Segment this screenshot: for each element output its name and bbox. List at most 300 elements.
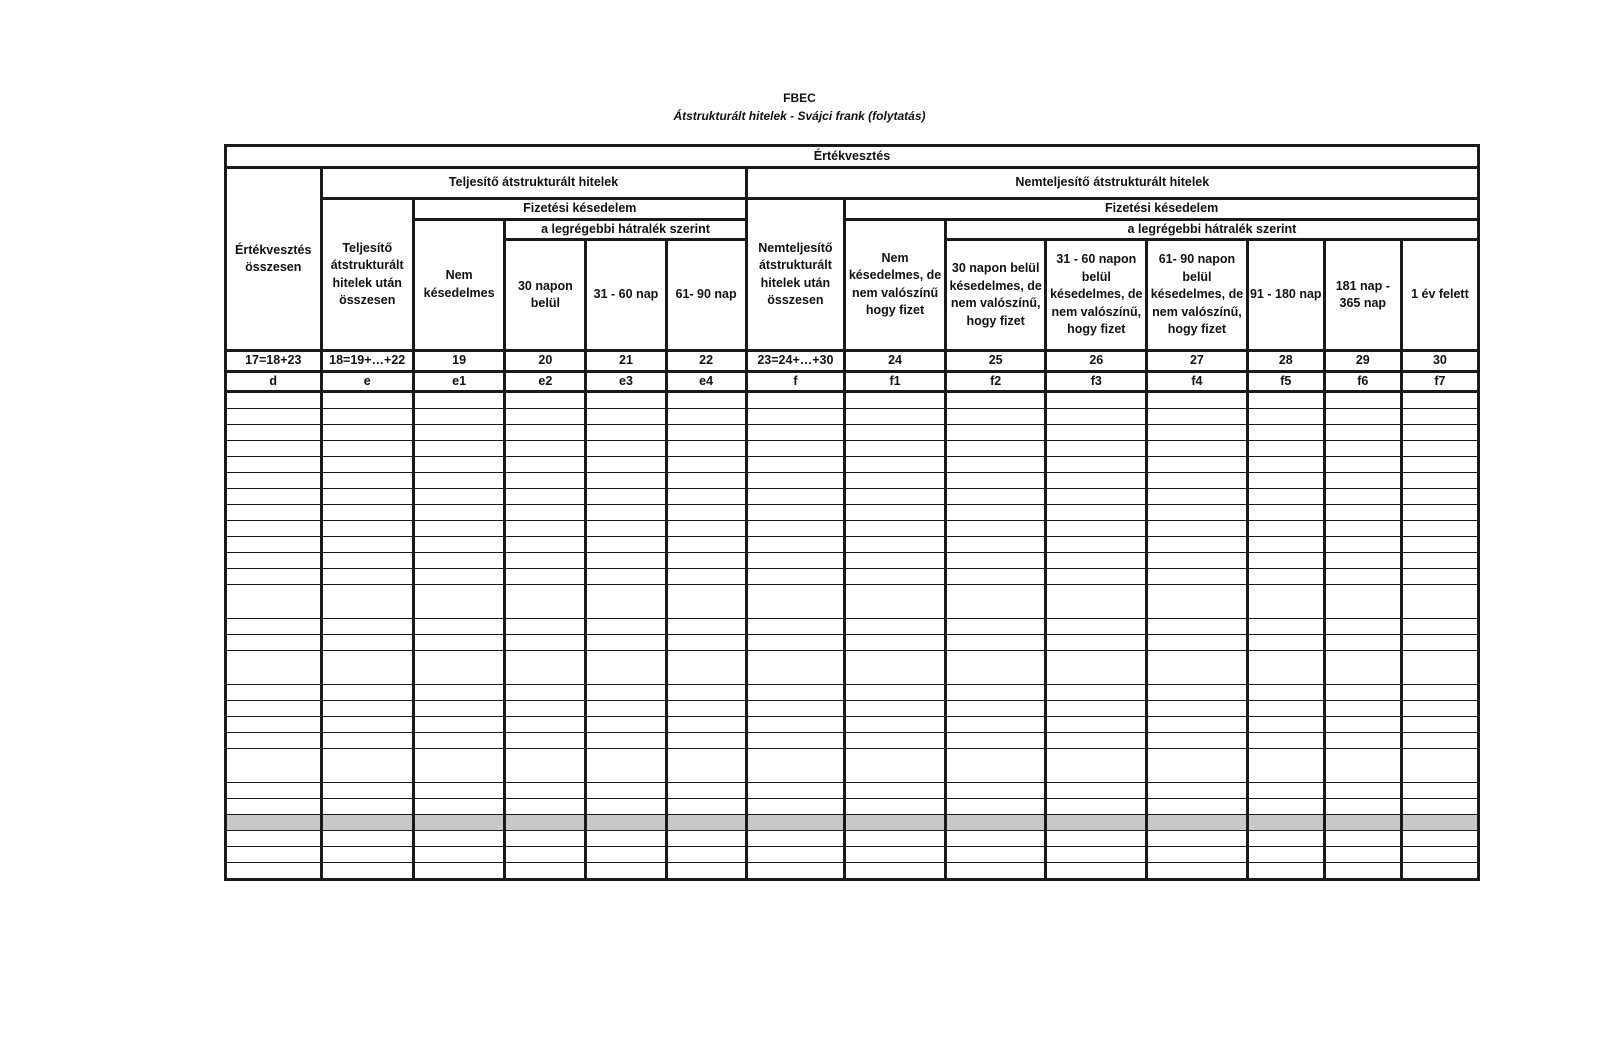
table-cell: [1324, 553, 1401, 569]
table-cell: [845, 553, 946, 569]
header-total-impairment: Értékvesztés összesen: [226, 168, 322, 351]
table-cell: [945, 733, 1046, 749]
column-number: 21: [586, 351, 666, 372]
table-cell: [413, 799, 504, 815]
table-cell: [845, 473, 946, 489]
table-cell: [746, 799, 845, 815]
table-cell: [226, 489, 322, 505]
table-cell: [1046, 685, 1147, 701]
table-cell: [1401, 863, 1478, 880]
table-cell: [666, 569, 746, 585]
table-cell: [321, 392, 413, 409]
table-cell: [1401, 585, 1478, 619]
table-cell: [586, 521, 666, 537]
table-cell: [505, 685, 586, 701]
table-cell: [746, 619, 845, 635]
table-cell: [1247, 733, 1324, 749]
table-cell: [945, 585, 1046, 619]
table-cell: [746, 701, 845, 717]
table-cell: [845, 441, 946, 457]
table-cell: [413, 409, 504, 425]
column-code: f4: [1147, 371, 1248, 392]
table-cell: [586, 815, 666, 831]
table-cell: [226, 717, 322, 733]
table-cell: [945, 717, 1046, 733]
table-cell: [1401, 783, 1478, 799]
table-cell: [321, 457, 413, 473]
table-cell: [1401, 717, 1478, 733]
table-cell: [1046, 473, 1147, 489]
table-cell: [746, 537, 845, 553]
table-cell: [845, 619, 946, 635]
table-cell: [1147, 863, 1248, 880]
table-cell: [1401, 505, 1478, 521]
table-cell: [1247, 783, 1324, 799]
table-cell: [1401, 635, 1478, 651]
column-number: 23=24+…+30: [746, 351, 845, 372]
table-cell: [321, 489, 413, 505]
table-cell: [1401, 701, 1478, 717]
table-cell: [1046, 863, 1147, 880]
header-p-61-90: 61- 90 nap: [666, 240, 746, 351]
table-cell: [1401, 847, 1478, 863]
table-cell: [1147, 521, 1248, 537]
table-cell: [1324, 441, 1401, 457]
table-cell: [505, 635, 586, 651]
table-cell: [505, 847, 586, 863]
header-n-31-60: 31 - 60 napon belül késedelmes, de nem valószínű, hogy fizet: [1046, 240, 1147, 351]
table-cell: [1147, 505, 1248, 521]
table-cell: [945, 521, 1046, 537]
column-number: 17=18+23: [226, 351, 322, 372]
table-cell: [1247, 701, 1324, 717]
table-cell: [505, 749, 586, 783]
column-number: 25: [945, 351, 1046, 372]
table-cell: [1401, 651, 1478, 685]
table-cell: [945, 489, 1046, 505]
table-cell: [413, 441, 504, 457]
table-cell: [413, 635, 504, 651]
table-cell: [321, 685, 413, 701]
table-cell: [666, 783, 746, 799]
table-cell: [586, 392, 666, 409]
table-cell: [1247, 863, 1324, 880]
table-row: [226, 457, 1479, 473]
table-cell: [746, 863, 845, 880]
table-cell: [1401, 537, 1478, 553]
table-cell: [1046, 799, 1147, 815]
table-cell: [1401, 569, 1478, 585]
table-cell: [321, 553, 413, 569]
table-cell: [505, 537, 586, 553]
table-cell: [1324, 815, 1401, 831]
table-cell: [1247, 441, 1324, 457]
table-cell: [1147, 783, 1248, 799]
table-cell: [1046, 537, 1147, 553]
table-cell: [413, 847, 504, 863]
table-cell: [413, 521, 504, 537]
table-cell: [1401, 799, 1478, 815]
table-cell: [1046, 553, 1147, 569]
table-cell: [586, 441, 666, 457]
table-cell: [845, 749, 946, 783]
header-n-over-1y: 1 év felett: [1401, 240, 1478, 351]
table-cell: [1147, 553, 1248, 569]
table-cell: [226, 441, 322, 457]
column-code: e3: [586, 371, 666, 392]
table-cell: [586, 717, 666, 733]
table-cell: [1247, 799, 1324, 815]
table-cell: [505, 783, 586, 799]
table-cell: [1401, 733, 1478, 749]
table-cell: [1046, 717, 1147, 733]
table-cell: [1147, 651, 1248, 685]
table-cell: [666, 685, 746, 701]
table-cell: [586, 651, 666, 685]
table-cell: [226, 815, 322, 831]
table-cell: [845, 651, 946, 685]
table-cell: [226, 799, 322, 815]
table-cell: [586, 425, 666, 441]
table-cell: [1247, 392, 1324, 409]
column-number: 24: [845, 351, 946, 372]
header-n-91-180: 91 - 180 nap: [1247, 240, 1324, 351]
column-code: f: [746, 371, 845, 392]
table-cell: [746, 717, 845, 733]
table-cell: [586, 685, 666, 701]
table-cell: [505, 815, 586, 831]
column-code: f7: [1401, 371, 1478, 392]
table-cell: [746, 521, 845, 537]
table-cell: [586, 799, 666, 815]
header-nonperforming-group: Nemteljesítő átstrukturált hitelek: [746, 168, 1478, 199]
table-row: [226, 847, 1479, 863]
table-row: [226, 717, 1479, 733]
table-cell: [1401, 553, 1478, 569]
table-cell: [321, 521, 413, 537]
table-cell: [945, 409, 1046, 425]
table-cell: [413, 505, 504, 521]
table-cell: [505, 457, 586, 473]
table-cell: [666, 537, 746, 553]
table-cell: [586, 585, 666, 619]
column-code: f2: [945, 371, 1046, 392]
table-cell: [505, 505, 586, 521]
table-cell: [1324, 569, 1401, 585]
table-cell: [1324, 425, 1401, 441]
table-cell: [505, 619, 586, 635]
table-cell: [586, 457, 666, 473]
table-cell: [226, 457, 322, 473]
table-cell: [845, 815, 946, 831]
table-cell: [666, 815, 746, 831]
table-cell: [1324, 489, 1401, 505]
table-cell: [1401, 619, 1478, 635]
table-cell: [845, 701, 946, 717]
table-cell: [666, 392, 746, 409]
table-cell: [505, 569, 586, 585]
table-cell: [321, 717, 413, 733]
table-cell: [746, 847, 845, 863]
table-cell: [845, 831, 946, 847]
table-cell: [321, 473, 413, 489]
table-cell: [505, 521, 586, 537]
table-cell: [413, 863, 504, 880]
table-cell: [1147, 392, 1248, 409]
table-cell: [226, 553, 322, 569]
table-cell: [1401, 409, 1478, 425]
table-cell: [586, 733, 666, 749]
table-cell: [1324, 537, 1401, 553]
table-cell: [413, 685, 504, 701]
table-cell: [666, 409, 746, 425]
table-cell: [1147, 425, 1248, 441]
table-cell: [1147, 537, 1248, 553]
table-cell: [945, 799, 1046, 815]
table-cell: [226, 425, 322, 441]
table-cell: [1046, 409, 1147, 425]
table-cell: [1324, 701, 1401, 717]
table-cell: [226, 831, 322, 847]
column-number: 20: [505, 351, 586, 372]
table-cell: [586, 701, 666, 717]
table-cell: [945, 392, 1046, 409]
table-cell: [945, 537, 1046, 553]
table-cell: [746, 749, 845, 783]
table-row: [226, 863, 1479, 880]
table-cell: [945, 425, 1046, 441]
table-cell: [1147, 799, 1248, 815]
table-cell: [226, 749, 322, 783]
table-cell: [1046, 392, 1147, 409]
table-cell: [226, 409, 322, 425]
table-cell: [1147, 489, 1248, 505]
table-cell: [1324, 847, 1401, 863]
table-cell: [746, 635, 845, 651]
table-cell: [226, 473, 322, 489]
table-cell: [945, 441, 1046, 457]
table-cell: [945, 473, 1046, 489]
table-cell: [1247, 619, 1324, 635]
header-n-not-delayed: Nem késedelmes, de nem valószínű hogy fizet: [845, 219, 946, 351]
column-code: e4: [666, 371, 746, 392]
table-cell: [413, 457, 504, 473]
table-cell: [666, 521, 746, 537]
table-cell: [1046, 831, 1147, 847]
table-cell: [1247, 425, 1324, 441]
table-cell: [1324, 799, 1401, 815]
table-cell: [945, 749, 1046, 783]
table-cell: [321, 505, 413, 521]
table-cell: [1147, 717, 1248, 733]
table-cell: [586, 473, 666, 489]
table-cell: [413, 473, 504, 489]
table-cell: [666, 425, 746, 441]
table-cell: [945, 701, 1046, 717]
table-cell: [666, 651, 746, 685]
table-cell: [413, 783, 504, 799]
header-p-31-60: 31 - 60 nap: [586, 240, 666, 351]
table-cell: [413, 553, 504, 569]
table-cell: [321, 863, 413, 880]
table-cell: [1324, 619, 1401, 635]
table-cell: [413, 815, 504, 831]
table-cell: [1324, 473, 1401, 489]
table-cell: [1324, 457, 1401, 473]
table-cell: [586, 505, 666, 521]
table-cell: [321, 619, 413, 635]
table-cell: [1247, 505, 1324, 521]
table-cell: [1046, 457, 1147, 473]
table-cell: [1147, 409, 1248, 425]
table-cell: [845, 425, 946, 441]
table-row: [226, 425, 1479, 441]
table-cell: [1046, 635, 1147, 651]
table-row: [226, 799, 1479, 815]
table-cell: [1247, 489, 1324, 505]
table-cell: [226, 569, 322, 585]
header-payment-delay-performing: Fizetési késedelem: [413, 199, 746, 220]
table-cell: [586, 783, 666, 799]
table-cell: [945, 685, 1046, 701]
header-n-181-365: 181 nap - 365 nap: [1324, 240, 1401, 351]
table-cell: [413, 749, 504, 783]
table-cell: [586, 569, 666, 585]
column-code-row: [226, 371, 1479, 392]
table-cell: [666, 733, 746, 749]
table-cell: [845, 585, 946, 619]
table-cell: [1147, 473, 1248, 489]
table-cell: [321, 815, 413, 831]
table-row: [226, 585, 1479, 619]
table-row: [226, 441, 1479, 457]
header-n-61-90: 61- 90 napon belül késedelmes, de nem valószínű, hogy fizet: [1147, 240, 1248, 351]
table-cell: [666, 441, 746, 457]
table-row: [226, 651, 1479, 685]
table-row: [226, 783, 1479, 799]
table-cell: [505, 489, 586, 505]
table-cell: [746, 425, 845, 441]
header-performing-group: Teljesítő átstrukturált hitelek: [321, 168, 746, 199]
table-cell: [1401, 441, 1478, 457]
table-cell: [226, 505, 322, 521]
table-cell: [1147, 701, 1248, 717]
table-cell: [226, 701, 322, 717]
table-cell: [1147, 441, 1248, 457]
table-cell: [413, 831, 504, 847]
table-cell: [1324, 505, 1401, 521]
table-cell: [1046, 651, 1147, 685]
table-cell: [321, 441, 413, 457]
table-cell: [1401, 392, 1478, 409]
header-nonperforming-total: Nemteljesítő átstrukturált hitelek után összesen: [746, 199, 845, 351]
table-cell: [1147, 749, 1248, 783]
table-row: [226, 521, 1479, 537]
table-cell: [505, 799, 586, 815]
table-cell: [1147, 733, 1248, 749]
table-cell: [845, 783, 946, 799]
table-cell: [945, 831, 1046, 847]
table-row: [226, 831, 1479, 847]
table-cell: [1147, 831, 1248, 847]
column-code: e: [321, 371, 413, 392]
table-cell: [413, 585, 504, 619]
column-code: e2: [505, 371, 586, 392]
table-cell: [321, 749, 413, 783]
table-cell: [1046, 505, 1147, 521]
table-cell: [666, 863, 746, 880]
table-cell: [505, 473, 586, 489]
table-row: [226, 685, 1479, 701]
table-cell: [1247, 815, 1324, 831]
table-cell: [1247, 457, 1324, 473]
table-cell: [1401, 831, 1478, 847]
table-cell: [226, 521, 322, 537]
table-cell: [1247, 521, 1324, 537]
table-cell: [666, 635, 746, 651]
column-code: d: [226, 371, 322, 392]
table-cell: [505, 392, 586, 409]
table-row: [226, 815, 1479, 831]
table-cell: [321, 537, 413, 553]
table-cell: [746, 569, 845, 585]
table-cell: [1247, 569, 1324, 585]
table-cell: [1247, 537, 1324, 553]
table-row: [226, 505, 1479, 521]
table-cell: [1247, 635, 1324, 651]
table-cell: [505, 409, 586, 425]
table-cell: [945, 619, 1046, 635]
table-cell: [945, 783, 1046, 799]
table-cell: [1401, 489, 1478, 505]
table-cell: [1401, 457, 1478, 473]
table-cell: [666, 847, 746, 863]
table-cell: [1324, 863, 1401, 880]
table-cell: [226, 783, 322, 799]
table-cell: [413, 651, 504, 685]
table-cell: [1147, 585, 1248, 619]
table-cell: [413, 701, 504, 717]
table-cell: [1324, 521, 1401, 537]
column-number: 30: [1401, 351, 1478, 372]
table-cell: [505, 717, 586, 733]
table-cell: [945, 553, 1046, 569]
impairment-table: [224, 144, 1480, 881]
table-cell: [1247, 409, 1324, 425]
table-cell: [746, 831, 845, 847]
header-p-not-delayed: Nem késedelmes: [413, 219, 504, 351]
table-cell: [746, 651, 845, 685]
table-cell: [586, 553, 666, 569]
column-code: e1: [413, 371, 504, 392]
table-cell: [413, 425, 504, 441]
table-cell: [1147, 619, 1248, 635]
table-cell: [1401, 473, 1478, 489]
table-row: [226, 553, 1479, 569]
table-cell: [845, 392, 946, 409]
table-cell: [845, 847, 946, 863]
table-cell: [1046, 425, 1147, 441]
table-cell: [1046, 619, 1147, 635]
table-cell: [226, 651, 322, 685]
table-cell: [945, 863, 1046, 880]
table-cell: [845, 863, 946, 880]
table-cell: [845, 685, 946, 701]
table-row: [226, 733, 1479, 749]
table-cell: [1147, 847, 1248, 863]
header-impairment: Értékvesztés: [226, 146, 1479, 168]
column-number: 27: [1147, 351, 1248, 372]
